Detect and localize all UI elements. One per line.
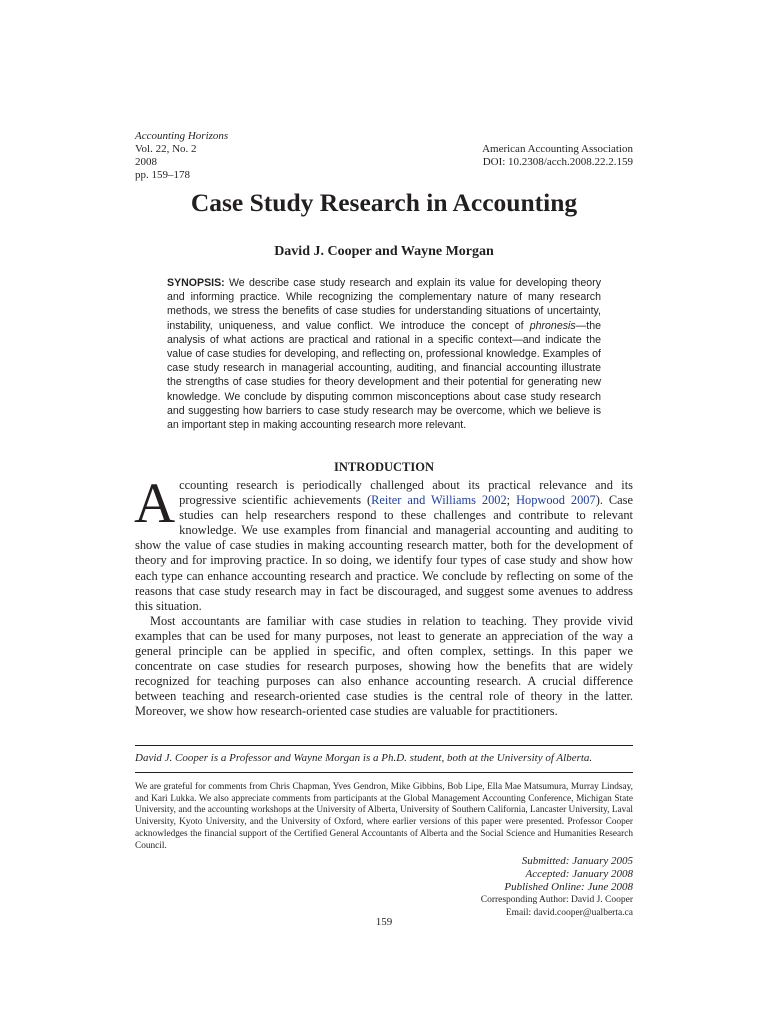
published-date: Published Online: June 2008 (504, 881, 633, 893)
paper-authors: David J. Cooper and Wayne Morgan (274, 244, 494, 259)
author-bio-note: David J. Cooper is a Professor and Wayne Morgan is a Ph.D. student, both at the University of Alberta. (135, 752, 593, 764)
page-number: 159 (375, 916, 393, 928)
synopsis-term: phronesis (529, 319, 576, 332)
journal-volume: Vol. 22, No. 2 (135, 143, 197, 155)
journal-year: 2008 (135, 156, 157, 168)
submitted-date: Submitted: January 2005 (521, 855, 633, 867)
publisher-name: American Accounting Association (482, 143, 633, 155)
footnote-rule-bottom (135, 772, 633, 773)
intro-paragraph-1 (134, 472, 633, 614)
paper-title: Case Study Research in Accounting (190, 188, 578, 217)
drop-cap: A (134, 472, 176, 535)
journal-pages: pp. 159–178 (135, 169, 190, 181)
synopsis (167, 276, 601, 432)
synopsis-text-2: —the analysis of what actions are practical and rational in a specific context—and indicate the value of case studies for developing, and reflecting on, professional knowledge. Examples of case study research in managerial accounting, auditing, and financial accounting illustrate the strengths of case studies for theory development and their potential for generating new knowledge. We conclude by disputing common misconceptions about case study research and suggesting how barriers to case study research may be overcome, which we believe is an important step in making accounting research more relevant. (167, 319, 601, 432)
accepted-date: Accepted: January 2008 (525, 868, 633, 880)
introduction-body (134, 472, 633, 720)
citation-separator: ; (506, 493, 517, 508)
acknowledgments: We are grateful for comments from Chris Chapman, Yves Gendron, Mike Gibbins, Bob Lipe, Ella Mae Matsumura, Murray Lindsay, and Kari Lukka. We also appreciate comments from participants at the Global Management Accounting Conference, Michigan State University, and the accounting workshops at the University of Alberta, University of Southern California, Lancaster University, Laval University, Kyoto University, and the University of Oxford, where earlier versions of this paper were presented. Professor Cooper acknowledges the financial support of the Certified General Accountants of Alberta and the Social Science and Humanities Research Council. (135, 782, 633, 851)
citation-hopwood[interactable]: Hopwood 2007 (516, 493, 596, 508)
footnote-rule-top (135, 745, 633, 746)
intro-paragraph-2: Most accountants are familiar with case studies in relation to teaching. They provide vivid examples that can be used for many purposes, not least to generate an appreciation of the way a general principle can be applied in specific, and often complex, settings. In this paper we concentrate on case studies for research purposes, showing how the benefits that are widely recognized for teaching purposes can also enhance accounting research. A crucial difference between teaching and research-oriented case studies is the central role of theory in the latter. Moreover, we show how research-oriented case studies are valuable for practitioners. (135, 613, 633, 719)
synopsis-label: SYNOPSIS: (167, 277, 225, 289)
journal-name: Accounting Horizons (135, 130, 229, 142)
section-heading-introduction: INTRODUCTION (333, 460, 434, 474)
doi: DOI: 10.2308/acch.2008.22.2.159 (482, 156, 633, 168)
author-email: Email: david.cooper@ualberta.ca (505, 907, 633, 918)
submission-dates (504, 855, 633, 894)
synopsis-text-1: We describe case study research and explain its value for developing theory and informing practice. While recognizing the complementary nature of many research methods, we stress the benefits of case studies for understanding situations of uncertainty, instability, uniqueness, and value conflict. We introduce the concept of (167, 277, 601, 332)
intro-p1-text-a: ccounting research is periodically challenged about its practical relevance and its progressive scientific achievements ( (179, 478, 633, 508)
journal-citation (135, 130, 228, 182)
intro-p1-text-b: ). Case studies can help researchers respond to these challenges and contribute to relevant knowledge. We use examples from financial and managerial accounting and auditing to show the value of case studies in making accounting research matter, both for the development of theory and for improving practice. In so doing, we identify four types of case study and show how each type can enhance accounting research and practice. We conclude by reflecting on some of the reasons that case study research may in fact be discouraged, and suggest some avenues to address this situation. (135, 493, 633, 613)
publisher-info (482, 143, 633, 169)
citation-reiter-williams[interactable]: Reiter and Williams 2002 (371, 493, 507, 508)
corresponding-author: Corresponding Author: David J. Cooper (480, 895, 633, 905)
